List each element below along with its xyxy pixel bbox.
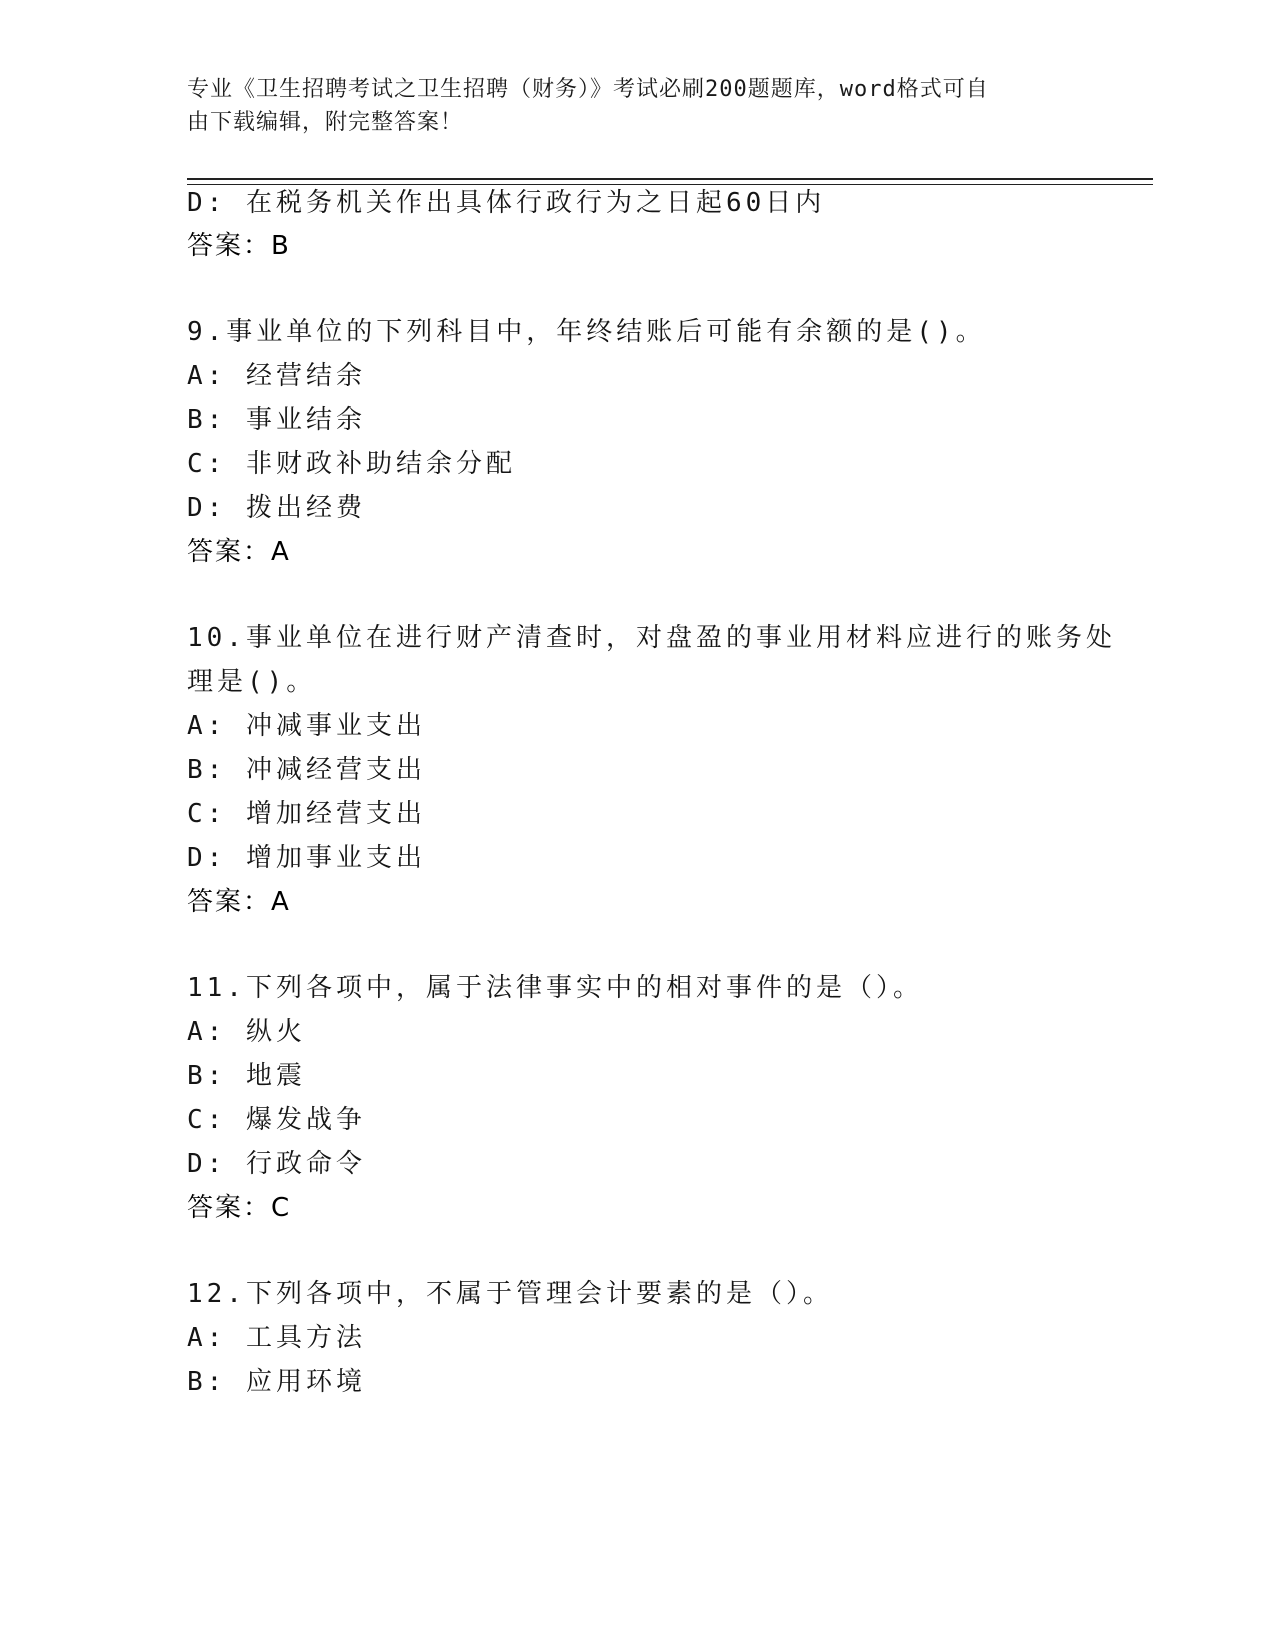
document-header [187, 73, 1067, 139]
answer: 答案：C [187, 1193, 292, 1223]
header-divider-thin [187, 184, 1153, 185]
answer: 答案：A [187, 887, 291, 917]
option-a: A: 经营结余 [187, 361, 366, 391]
header-line-1: 专业《卫生招聘考试之卫生招聘（财务）》考试必刷200题题库，word格式可自 [187, 77, 989, 102]
question-stem: 11.下列各项中，属于法律事实中的相对事件的是（）。 [187, 973, 923, 1003]
question-stem: 9.事业单位的下列科目中，年终结账后可能有余额的是()。 [187, 317, 986, 347]
option-a: A: 冲减事业支出 [187, 711, 426, 741]
option-a: A: 纵火 [187, 1017, 306, 1047]
option-d: D: 增加事业支出 [187, 843, 426, 873]
answer: 答案：A [187, 537, 291, 567]
header-divider-thick [187, 178, 1153, 180]
option-d: D: 拨出经费 [187, 493, 366, 523]
prev-option-d: D: 在税务机关作出具体行政行为之日起60日内 [187, 188, 826, 218]
question-stem-continued: 理是()。 [187, 667, 317, 697]
option-c: C: 非财政补助结余分配 [187, 449, 516, 479]
header-line-2: 由下载编辑，附完整答案！ [187, 110, 464, 135]
option-b: B: 地震 [187, 1061, 306, 1091]
option-d: D: 行政命令 [187, 1149, 366, 1179]
option-c: C: 增加经营支出 [187, 799, 426, 829]
question-stem: 10.事业单位在进行财产清查时，对盘盈的事业用材料应进行的账务处 [187, 623, 1116, 653]
option-b: B: 应用环境 [187, 1367, 366, 1397]
question-stem: 12.下列各项中，不属于管理会计要素的是（）。 [187, 1279, 833, 1309]
option-a: A: 工具方法 [187, 1323, 366, 1353]
prev-answer: 答案：B [187, 231, 291, 261]
option-b: B: 事业结余 [187, 405, 366, 435]
option-c: C: 爆发战争 [187, 1105, 366, 1135]
option-b: B: 冲减经营支出 [187, 755, 426, 785]
